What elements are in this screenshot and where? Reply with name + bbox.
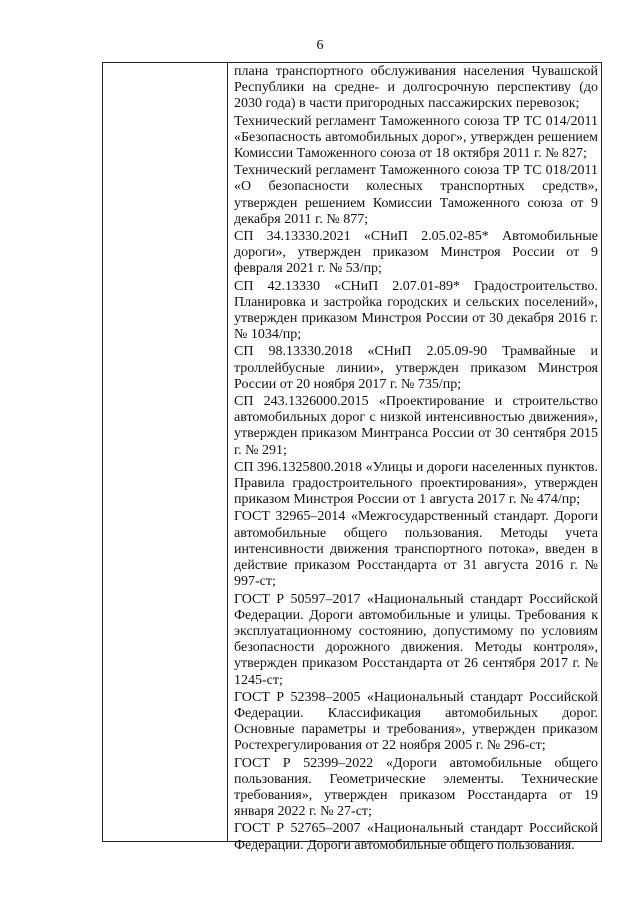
list-item: СП 34.13330.2021 «СНиП 2.05.02-85* Автомобильные дороги», утвержден приказом Минстроя России от 9 февраля 2021 г. № 53/пр; (234, 229, 598, 277)
list-item: СП 243.1326000.2015 «Проектирование и строительство автомобильных дорог с низкой интенсивностью движения», утвержден приказом Минтранса России от 30 сентября 2015 г. № 291; (234, 394, 598, 458)
list-item: Технический регламент Таможенного союза ТР ТС 018/2011 «О безопасности колесных транспортных средств», утвержден решением Комиссии Таможенного союза от 9 декабря 2011 г. № 877; (234, 163, 598, 227)
list-item: ГОСТ Р 52398–2005 «Национальный стандарт Российской Федерации. Классификация автомобильных дорог. Основные параметры и требования», утвержден приказом Ростехрегулирования от 22 ноября 2005 г. № 296-ст; (234, 689, 598, 754)
list-item: ГОСТ 32965–2014 «Межгосударственный стандарт. Дороги автомобильные общего пользования. Методы учета интенсивности движения транспортного потока», введен в действие приказом Росстандарта от 31 августа 2016 г. № 997-ст; (234, 509, 598, 590)
document-table (102, 62, 602, 853)
list-item: Технический регламент Таможенного союза ТР ТС 014/2011 «Безопасность автомобильных дорог», утвержден решением Комиссии Таможенного союза от 18 октября 2011 г. № 827; (234, 113, 598, 162)
list-item: СП 396.1325800.2018 «Улицы и дороги населенных пунктов. Правила градостроительного проектирования», утвержден приказом Минстроя России от 1 августа 2017 г. № 474/пр; (234, 459, 598, 508)
list-item: плана транспортного обслуживания населения Чувашской Республики на средне- и долгосрочную перспективу (до 2030 года) в части пригородных пассажирских перевозок; (234, 64, 598, 112)
page-number: 6 (316, 38, 324, 53)
table-right-column (229, 63, 601, 855)
list-item: СП 42.13330 «СНиП 2.07.01-89* Градостроительство. Планировка и застройка городских и сельских поселений», утвержден приказом Минстроя России от 30 декабря 2016 г. № 1034/пр; (234, 278, 598, 343)
list-item: ГОСТ Р 52765–2007 «Национальный стандарт Российской Федерации. Дороги автомобильные общего пользования. (234, 821, 598, 853)
list-item: ГОСТ Р 50597–2017 «Национальный стандарт Российской Федерации. Дороги автомобильные и улицы. Требования к эксплуатационному состоянию, допустимому по условиям безопасности дорожного движения. Методы контроля», утвержден приказом Росстандарта от 26 сентября 2017 г. № 1245-ст; (234, 591, 598, 688)
list-item: ГОСТ Р 52399–2022 «Дороги автомобильные общего пользования. Геометрические элементы. Технические требования», утвержден приказом Росстандарта от 19 января 2022 г. № 27-ст; (234, 755, 598, 820)
list-item: СП 98.13330.2018 «СНиП 2.05.09-90 Трамвайные и троллейбусные линии», утвержден приказом Минстроя России от 20 ноября 2017 г. № 735/пр; (234, 344, 598, 392)
table-left-column (103, 63, 228, 841)
